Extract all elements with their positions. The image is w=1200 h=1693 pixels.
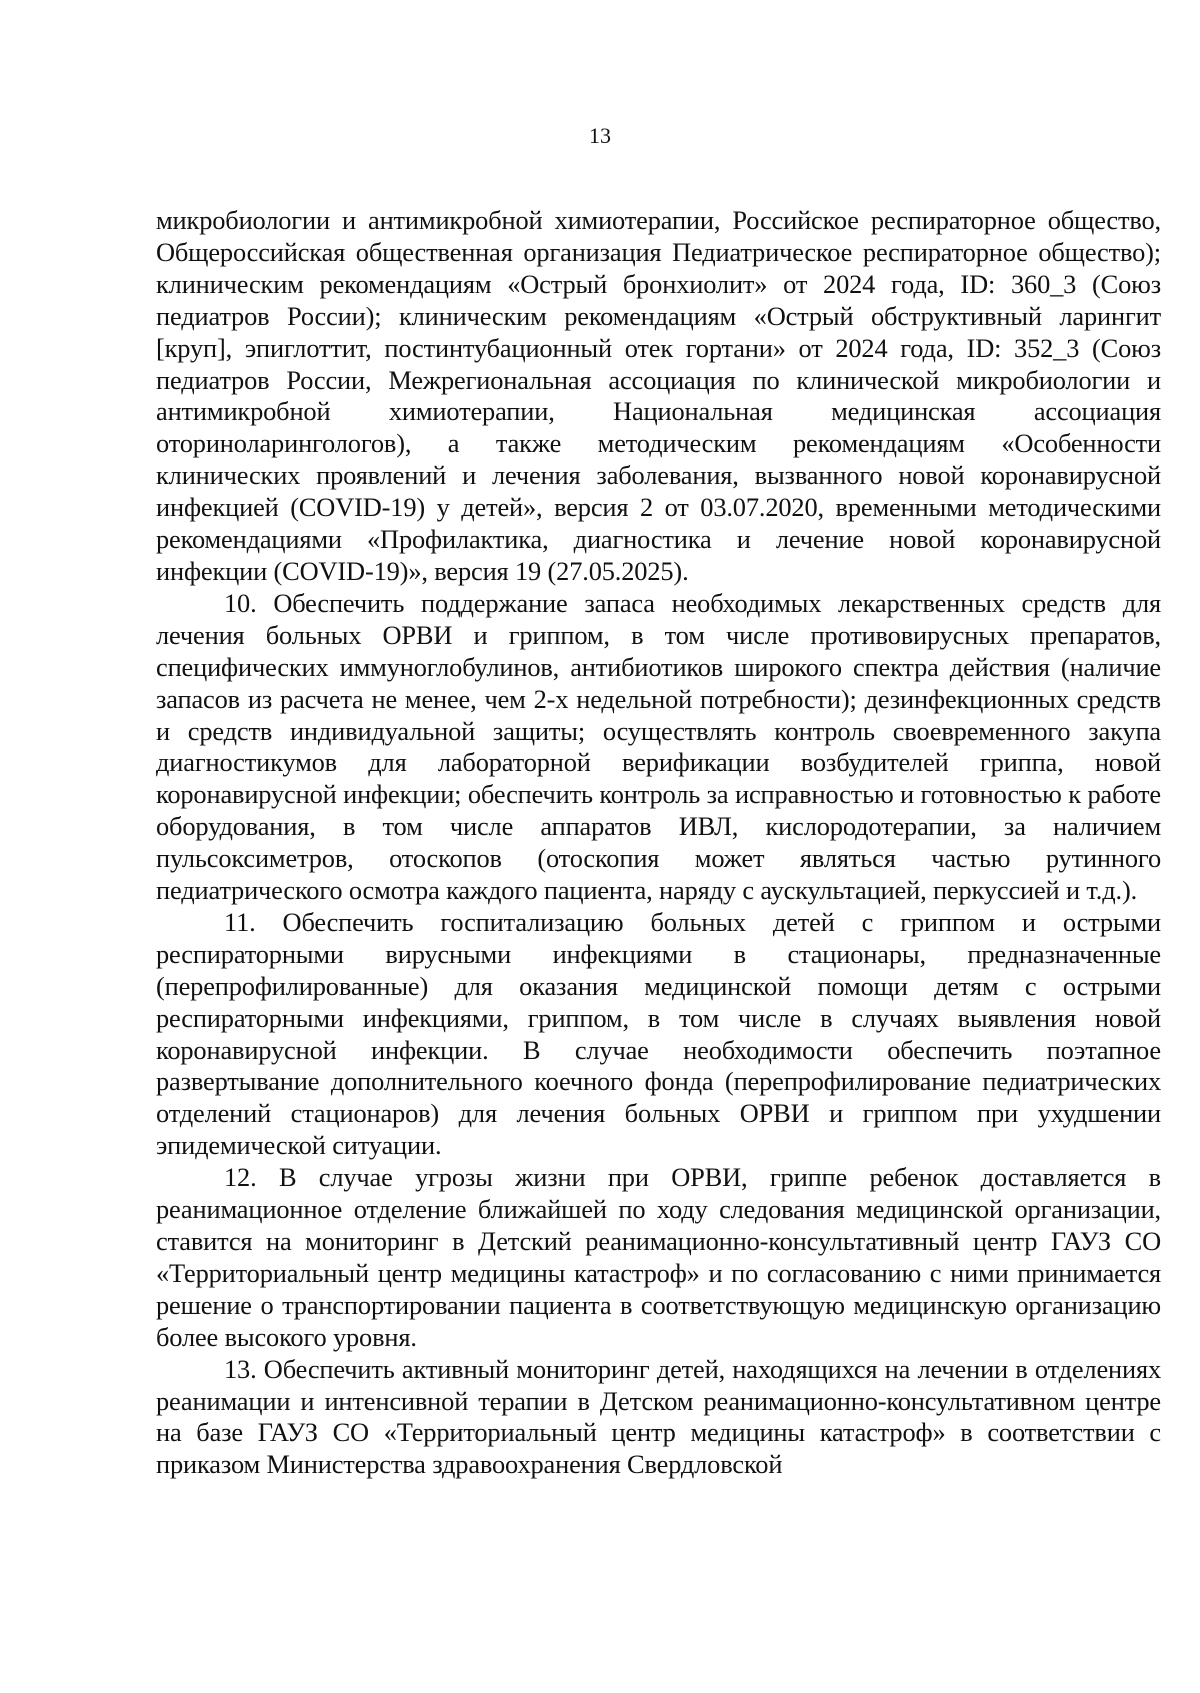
paragraph-item-12: 12. В случае угрозы жизни при ОРВИ, гриппе ребенок доставляется в реанимационное отделение ближайшей по ходу следования медицинской организации, ставится на мониторинг в Детский реанимационно-консультативный центр ГАУЗ СО «Территориальный центр медицины катастроф» и по согласованию с ними принимается решение о транспортировании пациента в соответствующую медицинскую организацию более высокого уровня. bbox=[156, 1162, 1161, 1352]
document-body bbox=[156, 205, 1161, 1481]
paragraph-item-11: 11. Обеспечить госпитализацию больных детей с гриппом и острыми респираторными вирусными инфекциями в стационары, предназначенные (перепрофилированные) для оказания медицинской помощи детям с острыми респираторными инфекциями, гриппом, в том числе в случаях выявления новой коронавирусной инфекции. В случае необходимости обеспечить поэтапное развертывание дополнительного коечного фонда (перепрофилирование педиатрических отделений стационаров) для лечения больных ОРВИ и гриппом при ухудшении эпидемической ситуации. bbox=[156, 906, 1161, 1161]
paragraph-item-13: 13. Обеспечить активный мониторинг детей, находящихся на лечении в отделениях реанимации и интенсивной терапии в Детском реанимационно-консультативном центре на базе ГАУЗ СО «Территориальный центр медицины катастроф» в соответствии с приказом Министерства здравоохранения Свердловской bbox=[156, 1353, 1161, 1480]
paragraph-item-10: 10. Обеспечить поддержание запаса необходимых лекарственных средств для лечения больных ОРВИ и гриппом, в том числе противовирусных препаратов, специфических иммуноглобулинов, антибиотиков широкого спектра действия (наличие запасов из расчета не менее, чем 2-х недельной потребности); дезинфекционных средств и средств индивидуальной защиты; осуществлять контроль своевременного закупа диагностикумов для лабораторной верификации возбудителей гриппа, новой коронавирусной инфекции; обеспечить контроль за исправностью и готовностью к работе оборудования, в том числе аппаратов ИВЛ, кислородотерапии, за наличием пульсоксиметров, отоскопов (отоскопия может являться частью рутинного педиатрического осмотра каждого пациента, наряду с аускультацией, перкуссией и т.д.). bbox=[156, 587, 1161, 906]
page-number: 13 bbox=[589, 123, 611, 148]
paragraph-continuation: микробиологии и антимикробной химиотерапии, Российское респираторное общество, Общероссийская общественная организация Педиатрическое респираторное общество); клиническим рекомендациям «Острый бронхиолит» от 2024 года, ID: 360_3 (Союз педиатров России); клиническим рекомендациям «Острый обструктивный ларингит [круп], эпиглоттит, постинтубационный отек гортани» от 2024 года, ID: 352_3 (Союз педиатров России, Межрегиональная ассоциация по клинической микробиологии и антимикробной химиотерапии, Национальная медицинская ассоциация оториноларингологов), а также методическим рекомендациям «Особенности клинических проявлений и лечения заболевания, вызванного новой коронавирусной инфекцией (COVID-19) у детей», версия 2 от 03.07.2020, временными методическими рекомендациями «Профилактика, диагностика и лечение новой коронавирусной инфекции (COVID-19)», версия 19 (27.05.2025). bbox=[156, 205, 1161, 586]
